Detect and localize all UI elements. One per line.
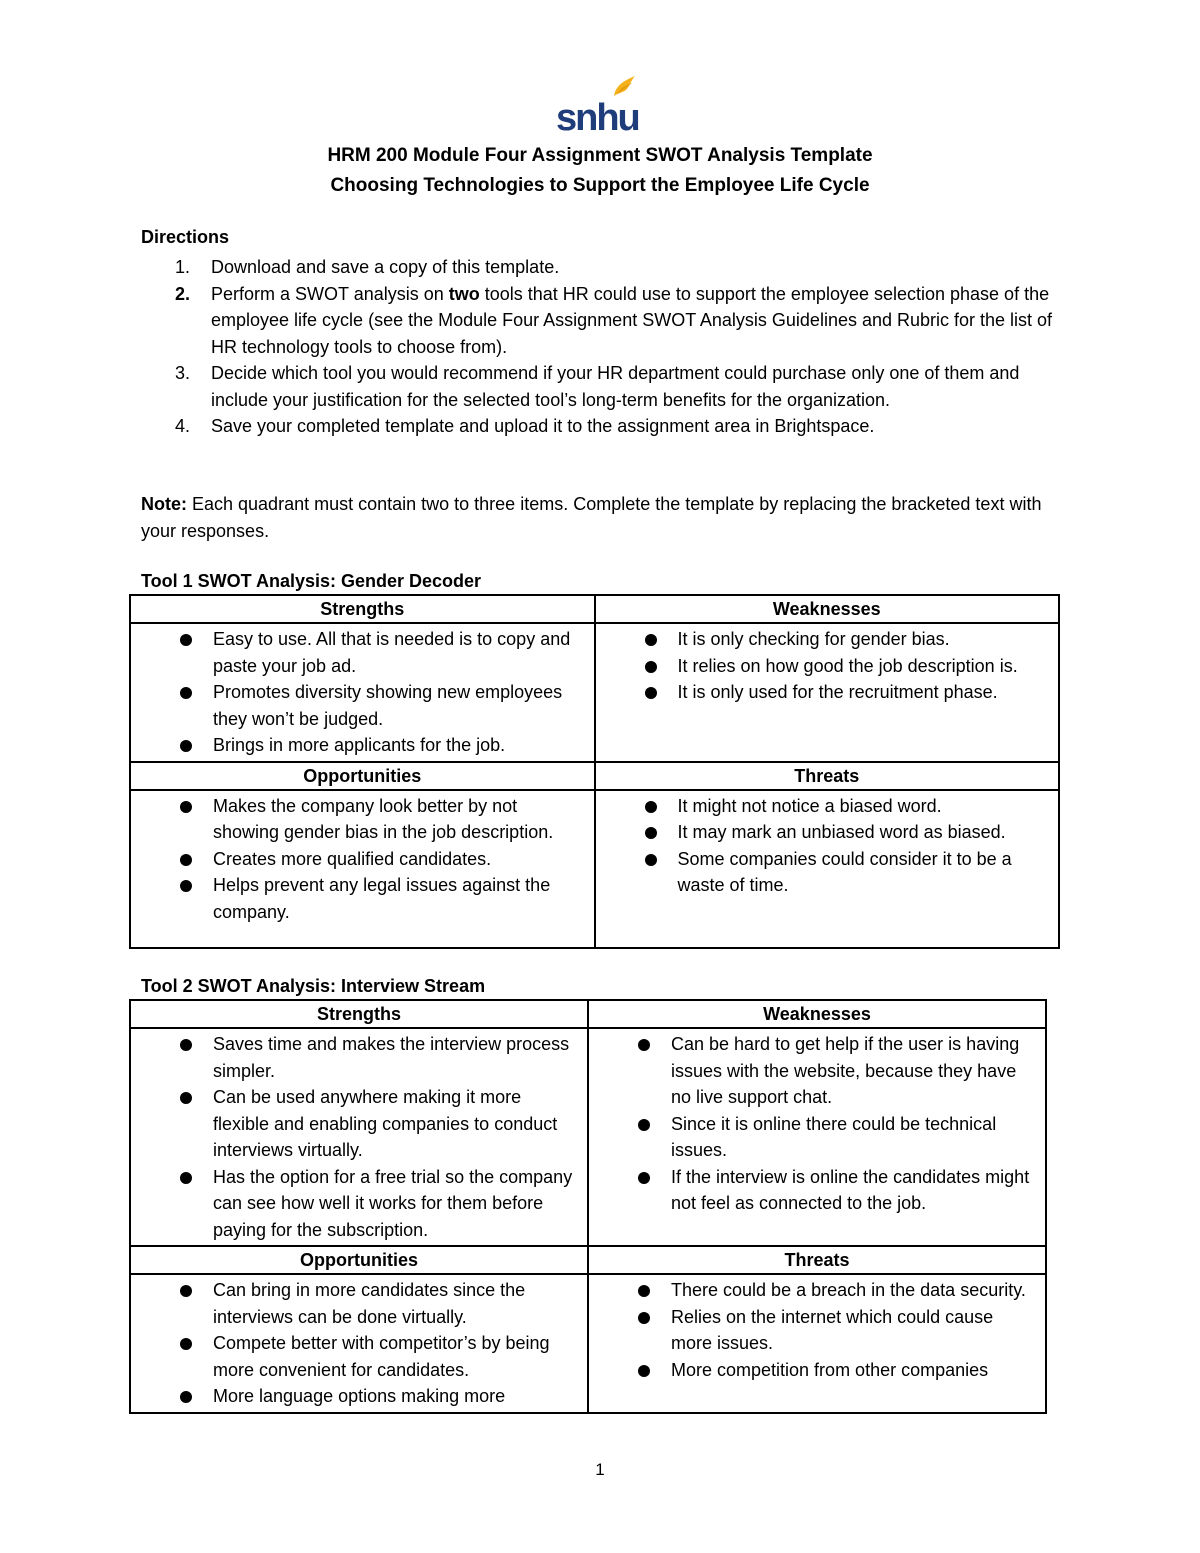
directions-list [141, 254, 1061, 440]
list-item: It is only checking for gender bias. [596, 626, 1051, 653]
list-item: Compete better with competitor’s by being more convenient for candidates. [131, 1330, 579, 1383]
strengths-cell [130, 1028, 588, 1246]
weaknesses-header: Weaknesses [588, 1000, 1046, 1028]
strengths-header: Strengths [130, 1000, 588, 1028]
weaknesses-cell [595, 623, 1060, 762]
list-item: Relies on the internet which could cause more issues. [589, 1304, 1037, 1357]
list-item: Can bring in more candidates since the interviews can be done virtually. [131, 1277, 579, 1330]
list-item: Promotes diversity showing new employees they won’t be judged. [131, 679, 586, 732]
list-item: 1. Download and save a copy of this template. [175, 257, 560, 277]
tool1-heading: Tool 1 SWOT Analysis: Gender Decoder [141, 571, 482, 591]
threats-cell [588, 1274, 1046, 1413]
list-item: Can be used anywhere making it more flexible and enabling companies to conduct interviews virtually. [131, 1084, 579, 1164]
list-item: Has the option for a free trial so the company can see how well it works for them before paying for the subscription. [131, 1164, 579, 1244]
list-item: It may mark an unbiased word as biased. [596, 819, 1051, 846]
weaknesses-cell [588, 1028, 1046, 1246]
opportunities-cell [130, 1274, 588, 1413]
strengths-cell [130, 623, 595, 762]
opportunities-header: Opportunities [130, 762, 595, 790]
threats-header: Threats [595, 762, 1060, 790]
list-item: Can be hard to get help if the user is having issues with the website, because they have no live support chat. [589, 1031, 1037, 1111]
document-subtitle: Choosing Technologies to Support the Employee Life Cycle [330, 175, 870, 196]
list-item: Brings in more applicants for the job. [131, 732, 586, 759]
list-item: It relies on how good the job description is. [596, 653, 1051, 680]
list-item: Easy to use. All that is needed is to copy and paste your job ad. [131, 626, 586, 679]
list-item: Helps prevent any legal issues against the company. [131, 872, 586, 925]
list-item: It might not notice a biased word. [596, 793, 1051, 820]
list-item: More competition from other companies [589, 1357, 1037, 1384]
list-item: 2. Perform a SWOT analysis on two tools that HR could use to support the employee selection phase of the employee life cycle (see the Module Four Assignment SWOT Analysis Guidelines and Rubric for the list of HR technology tools to choose from). [175, 283, 1053, 357]
opportunities-header: Opportunities [130, 1246, 588, 1274]
tool1-swot-table [129, 594, 1060, 949]
list-item: If the interview is online the candidates might not feel as connected to the job. [589, 1164, 1037, 1217]
svg-text:snhu: snhu [556, 97, 639, 134]
tool2-heading: Tool 2 SWOT Analysis: Interview Stream [141, 976, 486, 996]
page-number: 1 [595, 1460, 605, 1479]
tool2-swot-table [129, 999, 1047, 1414]
list-item: Since it is online there could be technical issues. [589, 1111, 1037, 1164]
snhu-logo [556, 74, 640, 134]
list-item: Saves time and makes the interview process simpler. [131, 1031, 579, 1084]
list-item: More language options making more [131, 1383, 579, 1410]
threats-cell [595, 790, 1060, 948]
list-item: Some companies could consider it to be a waste of time. [596, 846, 1051, 899]
list-item: It is only used for the recruitment phase. [596, 679, 1051, 706]
note-paragraph: Note: Each quadrant must contain two to three items. Complete the template by replacing the bracketed text with your responses. [141, 494, 1042, 541]
opportunities-cell [130, 790, 595, 948]
list-item: Creates more qualified candidates. [131, 846, 586, 873]
list-item: 3. Decide which tool you would recommend if your HR department could purchase only one of them and include your justification for the selected tool’s long-term benefits for the organization. [175, 363, 1020, 410]
snhu-logo-icon [556, 74, 640, 134]
list-item: Makes the company look better by not showing gender bias in the job description. [131, 793, 586, 846]
list-item: 4. Save your completed template and upload it to the assignment area in Brightspace. [175, 416, 875, 436]
document-title: HRM 200 Module Four Assignment SWOT Analysis Template [327, 145, 873, 166]
strengths-header: Strengths [130, 595, 595, 623]
list-item: There could be a breach in the data security. [589, 1277, 1037, 1304]
weaknesses-header: Weaknesses [595, 595, 1060, 623]
directions-heading: Directions [141, 227, 230, 247]
threats-header: Threats [588, 1246, 1046, 1274]
